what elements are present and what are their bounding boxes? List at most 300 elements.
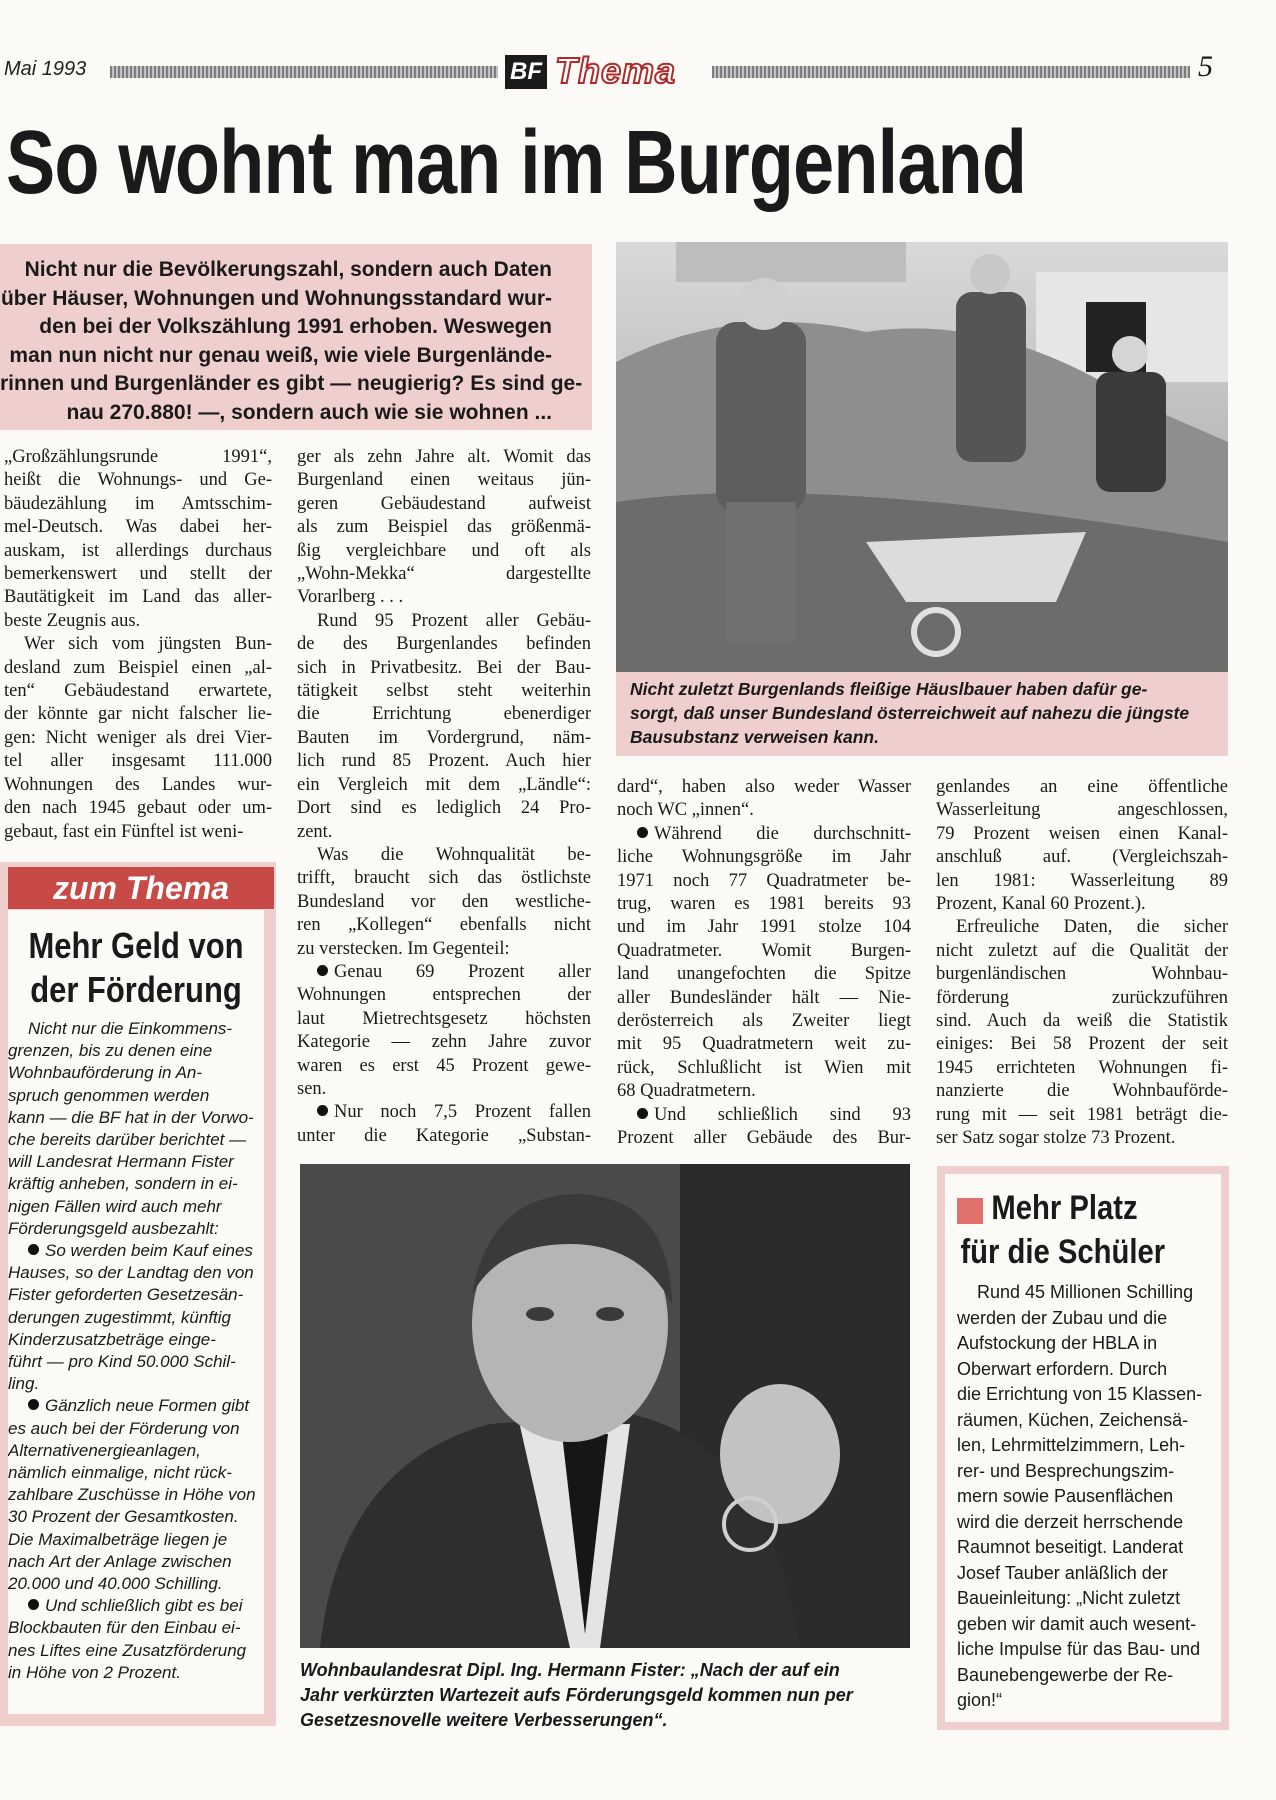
text-line bbox=[957, 1688, 1207, 1714]
line-text: Baunebengewerbe der Re- bbox=[957, 1664, 1174, 1685]
line-text: Blockbauten für den Einbau ei- bbox=[8, 1618, 241, 1638]
photo2-caption-line: Gesetzesnovelle weitere Verbesserungen“. bbox=[300, 1710, 668, 1730]
text-line bbox=[617, 870, 911, 893]
text-line bbox=[8, 1284, 260, 1306]
text-line bbox=[936, 916, 1228, 939]
line-text: nigen Fällen wird auch mehr bbox=[8, 1196, 222, 1216]
text-line bbox=[936, 893, 1228, 916]
line-text: den nach 1945 gebaut oder um- bbox=[4, 798, 272, 819]
line-text: zent. bbox=[297, 821, 333, 842]
intro-line: über Häuser, Wohnungen und Wohnungsstandard wur- bbox=[0, 286, 552, 310]
line-text: Rund 45 Millionen Schilling bbox=[977, 1282, 1194, 1302]
line-text: Genau 69 Prozent aller bbox=[334, 961, 591, 982]
text-line bbox=[8, 1506, 260, 1528]
line-text: tätigkeit selbst steht weiterhin bbox=[297, 681, 591, 702]
line-text: Und schließlich sind 93 bbox=[654, 1104, 911, 1125]
line-text: gen: Nicht weniger als drei Vier- bbox=[4, 727, 272, 748]
text-line bbox=[8, 1173, 260, 1195]
line-text: dard“, haben also weder Wasser bbox=[617, 777, 911, 797]
line-text: in Höhe von 2 Prozent. bbox=[8, 1662, 181, 1682]
line-text: gebaut, fast ein Fünftel ist weni- bbox=[4, 821, 244, 842]
line-text: beste Zeugnis aus. bbox=[4, 610, 141, 631]
text-line bbox=[297, 984, 591, 1007]
line-text: 20.000 und 40.000 Schilling. bbox=[8, 1574, 223, 1594]
section-label: Thema bbox=[555, 50, 677, 91]
text-line bbox=[4, 657, 272, 680]
text-line bbox=[617, 776, 911, 799]
photo1-caption-line: Bausubstanz verweisen kann. bbox=[630, 727, 879, 747]
line-text: Dort sind es lediglich 24 Pro- bbox=[297, 798, 591, 819]
text-line bbox=[4, 586, 272, 609]
text-line bbox=[297, 446, 591, 469]
line-text: mit 95 Quadratmetern weit zu- bbox=[617, 1034, 911, 1055]
text-line bbox=[297, 914, 591, 937]
text-line bbox=[297, 657, 591, 680]
line-text: führt — pro Kind 50.000 Schil- bbox=[8, 1352, 236, 1372]
text-line bbox=[957, 1459, 1207, 1485]
line-text: Alternativenergieanlagen, bbox=[8, 1440, 201, 1460]
line-text: die Errichtung von 15 Klassen- bbox=[957, 1384, 1203, 1404]
text-line bbox=[936, 987, 1228, 1010]
text-line bbox=[4, 821, 272, 844]
line-text: kann — die BF hat in der Vorwo- bbox=[8, 1107, 254, 1127]
text-line bbox=[297, 586, 591, 609]
line-text: Kategorie — zehn Jahre zuvor bbox=[297, 1032, 591, 1053]
text-line bbox=[297, 727, 591, 750]
line-text: Baueinleitung: „Nicht zuletzt bbox=[957, 1588, 1181, 1608]
line-text: che bereits darüber berichtet — bbox=[8, 1130, 247, 1150]
text-line bbox=[957, 1535, 1207, 1561]
line-text: mern sowie Pausenflächen bbox=[957, 1486, 1174, 1506]
text-line bbox=[297, 774, 591, 797]
line-text: spruch genommen werden bbox=[8, 1085, 210, 1105]
line-text: Bauten im Vordergrund, näm- bbox=[297, 727, 591, 748]
text-line bbox=[957, 1663, 1207, 1689]
line-text: ßig vergleichbare und oft als bbox=[297, 540, 591, 561]
text-line bbox=[8, 1085, 260, 1107]
line-text: trifft, braucht sich das östlichste bbox=[297, 868, 591, 889]
bullet-icon bbox=[28, 1399, 39, 1410]
line-text: de des Burgenlandes befinden bbox=[297, 634, 591, 655]
text-line bbox=[297, 563, 591, 586]
line-text: gion!“ bbox=[957, 1690, 1003, 1710]
text-line bbox=[957, 1433, 1207, 1459]
text-line bbox=[297, 938, 591, 961]
text-line bbox=[297, 891, 591, 914]
text-line bbox=[4, 774, 272, 797]
photo-portrait-fister bbox=[300, 1164, 910, 1648]
intro-line: Nicht nur die Bevölkerungszahl, sondern auch Daten bbox=[24, 258, 552, 281]
line-text: Prozent, Kanal 60 Prozent.). bbox=[936, 894, 1146, 915]
text-line bbox=[4, 727, 272, 750]
line-text: noch WC „innen“. bbox=[617, 800, 754, 821]
text-line bbox=[297, 493, 591, 516]
bf-logo: BF bbox=[505, 55, 547, 89]
intro-line: man nun nicht nur genau weiß, wie viele Burgenlände- bbox=[9, 343, 552, 367]
text-line bbox=[8, 1218, 260, 1240]
photo2-caption-line: Wohnbaulandesrat Dipl. Ing. Hermann Fister: „Nach der auf ein bbox=[300, 1660, 840, 1680]
text-line bbox=[957, 1586, 1207, 1612]
zum-thema-text bbox=[8, 1018, 264, 1684]
zum-thema-title-line: der Förderung bbox=[30, 969, 242, 1010]
line-text: len, Lehrmittelzimmern, Leh- bbox=[957, 1435, 1186, 1455]
header-rule-right bbox=[712, 66, 1190, 78]
bullet-icon bbox=[637, 1108, 648, 1119]
line-text: Quadratmeter. Womit Burgen- bbox=[617, 940, 911, 961]
line-text: als zum Beispiel das größenmä- bbox=[297, 517, 591, 538]
text-line bbox=[297, 1008, 591, 1031]
line-text: es auch bei der Förderung von bbox=[8, 1418, 240, 1438]
text-line bbox=[617, 893, 911, 916]
text-line bbox=[8, 1640, 260, 1662]
line-text: geren Gebäudestand aufweist bbox=[297, 493, 591, 514]
text-line bbox=[8, 1196, 260, 1218]
line-text: will Landesrat Hermann Fister bbox=[8, 1152, 234, 1172]
text-line bbox=[957, 1561, 1207, 1587]
mehr-platz-text bbox=[957, 1280, 1207, 1714]
bullet-icon bbox=[28, 1599, 39, 1610]
text-line bbox=[297, 1078, 591, 1101]
line-text: und im Jahr 1991 stolze 104 bbox=[617, 917, 911, 938]
line-text: anschluß auf. (Vergleichszah- bbox=[936, 847, 1228, 868]
line-text: laut Mietrechtsgesetz höchsten bbox=[297, 1008, 591, 1029]
line-text: ein Vergleich mit dem „Ländle“: bbox=[297, 774, 591, 795]
text-line bbox=[297, 1055, 591, 1078]
text-line bbox=[297, 844, 591, 867]
line-text: ser Satz sogar stolze 73 Prozent. bbox=[936, 1128, 1176, 1149]
line-text: geben wir damit auch wesent- bbox=[957, 1613, 1197, 1634]
text-line bbox=[4, 540, 272, 563]
line-text: Was die Wohnqualität be- bbox=[317, 844, 591, 865]
bullet-icon bbox=[637, 827, 648, 838]
text-line bbox=[8, 1129, 260, 1151]
text-line bbox=[8, 1107, 260, 1129]
line-text: zahlbare Zuschüsse in Höhe von bbox=[8, 1485, 256, 1505]
text-line bbox=[8, 1573, 260, 1595]
line-text: auskam, ist allerdings durchaus bbox=[4, 540, 272, 561]
photo2-caption-line: Jahr verkürzten Wartezeit aufs Förderungsgeld kommen nun per bbox=[300, 1685, 853, 1705]
text-line bbox=[617, 1080, 911, 1103]
portrait-illustration bbox=[300, 1164, 910, 1648]
line-text: 30 Prozent der Gesamtkosten. bbox=[8, 1507, 239, 1527]
text-line bbox=[617, 1127, 911, 1150]
bullet-icon bbox=[28, 1244, 39, 1255]
text-line bbox=[936, 1104, 1228, 1127]
text-line bbox=[8, 1351, 260, 1373]
text-line bbox=[8, 1395, 260, 1417]
text-line bbox=[936, 1010, 1228, 1033]
text-line bbox=[297, 680, 591, 703]
text-line bbox=[297, 633, 591, 656]
text-line bbox=[297, 961, 591, 984]
text-line bbox=[957, 1306, 1207, 1332]
text-line bbox=[957, 1484, 1207, 1510]
line-text: Nicht nur die Einkommens- bbox=[28, 1019, 233, 1038]
intro-line: den bei der Volkszählung 1991 erhoben. Weswegen bbox=[39, 315, 552, 338]
line-text: Prozent aller Gebäude des Bur- bbox=[617, 1128, 911, 1149]
line-text: Bautätigkeit im Land das aller- bbox=[4, 587, 272, 608]
line-text: 68 Quadratmetern. bbox=[617, 1081, 756, 1102]
text-line bbox=[936, 870, 1228, 893]
text-line bbox=[8, 1373, 260, 1395]
line-text: desland zum Beispiel einen „al- bbox=[4, 657, 272, 678]
text-line bbox=[957, 1382, 1207, 1408]
line-text: Rund 95 Prozent aller Gebäu- bbox=[317, 610, 591, 631]
line-text: sind. Auch da weiß die Statistik bbox=[936, 1011, 1228, 1032]
zum-thema-inner bbox=[8, 910, 264, 1714]
line-text: „Wohn-Mekka“ dargestellte bbox=[297, 564, 591, 585]
line-text: Hauses, so der Landtag den von bbox=[8, 1263, 254, 1283]
text-line bbox=[297, 540, 591, 563]
zum-thema-title-line: Mehr Geld von bbox=[28, 925, 244, 966]
text-line bbox=[8, 1551, 260, 1573]
line-text: ten“ Gebäudestand erwartete, bbox=[4, 681, 272, 702]
line-text: nicht zuletzt auf die Qualität der bbox=[936, 940, 1228, 961]
text-line bbox=[8, 1018, 260, 1040]
line-text: Kinderzusatzbeträge einge- bbox=[8, 1329, 216, 1349]
line-text: Bundesland vor den westliche- bbox=[297, 891, 591, 912]
text-line bbox=[8, 1595, 260, 1617]
line-text: räumen, Küchen, Zeichensä- bbox=[957, 1409, 1189, 1430]
text-line bbox=[936, 1057, 1228, 1080]
header-rule-left bbox=[110, 66, 498, 78]
text-line bbox=[4, 469, 272, 492]
line-text: nach Art der Anlage zwischen bbox=[8, 1551, 232, 1571]
line-text: Wer sich vom jüngsten Bun- bbox=[24, 634, 272, 655]
mehr-platz-title bbox=[957, 1186, 1221, 1274]
issue-date: Mai 1993 bbox=[4, 58, 87, 80]
line-text: „Großzählungsrunde 1991“, bbox=[4, 447, 272, 467]
text-line bbox=[936, 1033, 1228, 1056]
text-line bbox=[4, 446, 272, 469]
line-text: kräftig anheben, sondern in ei- bbox=[8, 1174, 238, 1194]
line-text: Fister geforderten Gesetzesän- bbox=[8, 1285, 244, 1305]
line-text: wird die derzeit herrschende bbox=[957, 1511, 1184, 1532]
line-text: liche Impulse für das Bau- und bbox=[957, 1639, 1201, 1659]
text-line bbox=[297, 1031, 591, 1054]
text-line bbox=[617, 1104, 911, 1127]
text-line bbox=[8, 1662, 260, 1684]
text-line bbox=[8, 1262, 260, 1284]
line-text: sen. bbox=[297, 1078, 327, 1099]
text-line bbox=[936, 940, 1228, 963]
line-text: ling. bbox=[8, 1374, 40, 1394]
text-line bbox=[936, 823, 1228, 846]
text-line bbox=[936, 1080, 1228, 1103]
line-text: Raumnot beseitigt. Landerat bbox=[957, 1537, 1184, 1557]
text-line bbox=[617, 940, 911, 963]
text-line bbox=[617, 823, 911, 846]
text-line bbox=[297, 821, 591, 844]
line-text: unter die Kategorie „Substan- bbox=[297, 1125, 591, 1146]
text-line bbox=[8, 1462, 260, 1484]
text-line bbox=[617, 846, 911, 869]
text-line bbox=[4, 610, 272, 633]
line-text: Wohnbauförderung in An- bbox=[8, 1063, 203, 1083]
line-text: nes Liftes eine Zusatzförderung bbox=[8, 1640, 247, 1660]
line-text: aller Bundesländer hält — Nie- bbox=[617, 987, 911, 1008]
text-line bbox=[297, 1125, 591, 1148]
text-line bbox=[957, 1331, 1207, 1357]
intro-text bbox=[0, 256, 592, 427]
intro-line: rinnen und Burgenländer es gibt — neugierig? Es sind ge- bbox=[0, 372, 583, 395]
text-line bbox=[957, 1408, 1207, 1434]
mehr-platz-inner bbox=[945, 1174, 1221, 1722]
text-line bbox=[8, 1418, 260, 1440]
line-text: die Errichtung ebenerdiger bbox=[297, 704, 591, 725]
house-builders-illustration bbox=[616, 242, 1228, 672]
line-text: Die Maximalbeträge liegen je bbox=[8, 1529, 228, 1549]
line-text: Und schließlich gibt es bei bbox=[45, 1596, 243, 1616]
text-line bbox=[4, 750, 272, 773]
text-line bbox=[8, 1040, 260, 1062]
text-line bbox=[957, 1612, 1207, 1638]
text-line bbox=[4, 493, 272, 516]
line-text: burgenländischen Wohnbau- bbox=[936, 964, 1228, 985]
text-line bbox=[936, 799, 1228, 822]
text-line bbox=[8, 1617, 260, 1639]
line-text: Oberwart erfordern. Durch bbox=[957, 1358, 1168, 1379]
text-line bbox=[4, 633, 272, 656]
line-text: Burgenland einen weitaus jün- bbox=[297, 470, 591, 491]
line-text: Erfreuliche Daten, die sicher bbox=[956, 917, 1228, 938]
text-line bbox=[297, 469, 591, 492]
bullet-icon bbox=[317, 965, 328, 976]
text-line bbox=[8, 1240, 260, 1262]
article-column-2 bbox=[297, 446, 591, 1148]
line-text: 79 Prozent weisen einen Kanal- bbox=[936, 823, 1228, 844]
article-column-4 bbox=[936, 776, 1228, 1151]
line-text: ren „Kollegen“ ebenfalls nicht bbox=[297, 915, 591, 936]
photo-house-builders bbox=[616, 242, 1228, 672]
line-text: einiges: Bei 58 Prozent der seit bbox=[936, 1034, 1228, 1055]
line-text: Förderungsgeld ausbezahlt: bbox=[8, 1218, 219, 1238]
line-text: 1971 noch 77 Quadratmeter be- bbox=[617, 870, 911, 891]
photo1-caption-line: Nicht zuletzt Burgenlands fleißige Häuslbauer haben dafür ge- bbox=[630, 679, 1148, 699]
line-text: derungen zugestimmt, künftig bbox=[8, 1307, 232, 1327]
line-text: der könnte gar nicht falscher lie- bbox=[4, 704, 272, 725]
line-text: Während die durchschnitt- bbox=[654, 823, 911, 844]
text-line bbox=[4, 797, 272, 820]
text-line bbox=[297, 703, 591, 726]
line-text: 1945 errichteten Wohnungen fi- bbox=[936, 1057, 1228, 1078]
text-line bbox=[297, 867, 591, 890]
text-line bbox=[957, 1280, 1207, 1306]
text-line bbox=[617, 963, 911, 986]
line-text: lich rund 85 Prozent. Auch hier bbox=[297, 751, 591, 772]
line-text: len 1981: Wasserleitung 89 bbox=[936, 870, 1228, 891]
line-text: heißt die Wohnungs- und Ge- bbox=[4, 470, 272, 491]
line-text: waren es erst 45 Prozent gewe- bbox=[297, 1055, 591, 1076]
line-text: Nur noch 7,5 Prozent fallen bbox=[334, 1102, 591, 1123]
line-text: So werden beim Kauf eines bbox=[45, 1241, 253, 1261]
line-text: sich in Privatbesitz. Bei der Bau- bbox=[297, 657, 591, 678]
text-line bbox=[617, 1010, 911, 1033]
line-text: nämlich einmalige, nicht rück- bbox=[8, 1463, 232, 1483]
line-text: Wohnungen des Landes wur- bbox=[4, 774, 272, 795]
photo2-caption bbox=[300, 1658, 920, 1733]
text-line bbox=[8, 1151, 260, 1173]
photo1-caption-box bbox=[616, 672, 1228, 756]
text-line bbox=[957, 1510, 1207, 1536]
line-text: bäudezählung im Amtsschim- bbox=[4, 493, 272, 514]
line-text: tel aller insgesamt 111.000 bbox=[4, 751, 272, 772]
text-line bbox=[957, 1357, 1207, 1383]
text-line bbox=[936, 776, 1228, 799]
text-line bbox=[617, 799, 911, 822]
line-text: Aufstockung der HBLA in bbox=[957, 1333, 1158, 1353]
line-text: Wasserleitung angeschlossen, bbox=[936, 800, 1228, 821]
article-column-3 bbox=[617, 776, 911, 1151]
line-text: mel-Deutsch. Was dabei her- bbox=[4, 517, 272, 538]
page-number: 5 bbox=[1198, 50, 1213, 83]
line-text: nanzierte die Wohnbauförde- bbox=[936, 1081, 1228, 1102]
line-text: ger als zehn Jahre alt. Womit das bbox=[297, 447, 591, 467]
text-line bbox=[8, 1307, 260, 1329]
text-line bbox=[297, 797, 591, 820]
text-line bbox=[617, 987, 911, 1010]
text-line bbox=[8, 1062, 260, 1084]
mehr-platz-title-line: für die Schüler bbox=[960, 1233, 1166, 1271]
text-line bbox=[936, 846, 1228, 869]
line-text: liche Wohnungsgröße im Jahr bbox=[617, 847, 911, 868]
intro-line: nau 270.880! —, sondern auch wie sie wohnen ... bbox=[66, 400, 552, 424]
text-line bbox=[4, 516, 272, 539]
headline: So wohnt man im Burgenland bbox=[6, 113, 1027, 213]
bullet-icon bbox=[317, 1105, 328, 1116]
line-text: rück, Schlußlicht ist Wien mit bbox=[617, 1057, 911, 1078]
line-text: rer- und Besprechungszim- bbox=[957, 1460, 1175, 1481]
text-line bbox=[8, 1329, 260, 1351]
text-line bbox=[297, 750, 591, 773]
line-text: bemerkenswert und stellt der bbox=[4, 564, 272, 585]
line-text: Vorarlberg . . . bbox=[297, 587, 404, 608]
line-text: rung mit — seit 1981 beträgt die- bbox=[936, 1104, 1228, 1125]
text-line bbox=[297, 1101, 591, 1124]
line-text: Josef Tauber anläßlich der bbox=[957, 1562, 1168, 1583]
photo1-caption-line: sorgt, daß unser Bundesland österreichweit auf nahezu die jüngste bbox=[630, 703, 1190, 723]
line-text: trug, waren es 1981 bereits 93 bbox=[617, 894, 911, 915]
text-line bbox=[617, 1033, 911, 1056]
line-text: genlandes an eine öffentliche bbox=[936, 777, 1228, 797]
line-text: derösterreich als Zweiter liegt bbox=[617, 1011, 911, 1032]
line-text: grenzen, bis zu denen eine bbox=[8, 1041, 213, 1061]
line-text: Wohnungen entsprechen der bbox=[297, 985, 591, 1006]
line-text: land unangefochten die Spitze bbox=[617, 964, 911, 985]
line-text: förderung zurückzuführen bbox=[936, 987, 1228, 1008]
text-line bbox=[4, 680, 272, 703]
text-line bbox=[8, 1529, 260, 1551]
text-line bbox=[957, 1637, 1207, 1663]
text-line bbox=[4, 703, 272, 726]
text-line bbox=[297, 610, 591, 633]
zum-thema-title bbox=[26, 924, 246, 1012]
text-line bbox=[8, 1440, 260, 1462]
text-line bbox=[617, 1057, 911, 1080]
text-line bbox=[8, 1484, 260, 1506]
mehr-platz-title-line: Mehr Platz bbox=[991, 1189, 1138, 1227]
line-text: werden der Zubau und die bbox=[957, 1307, 1168, 1328]
line-text: Gänzlich neue Formen gibt bbox=[45, 1396, 250, 1416]
text-line bbox=[297, 516, 591, 539]
article-column-1 bbox=[4, 446, 272, 844]
text-line bbox=[936, 1127, 1228, 1150]
text-line bbox=[936, 963, 1228, 986]
text-line bbox=[617, 916, 911, 939]
text-line bbox=[4, 563, 272, 586]
zum-thema-label: zum Thema bbox=[8, 867, 274, 909]
line-text: zu verstecken. Im Gegenteil: bbox=[297, 938, 510, 959]
